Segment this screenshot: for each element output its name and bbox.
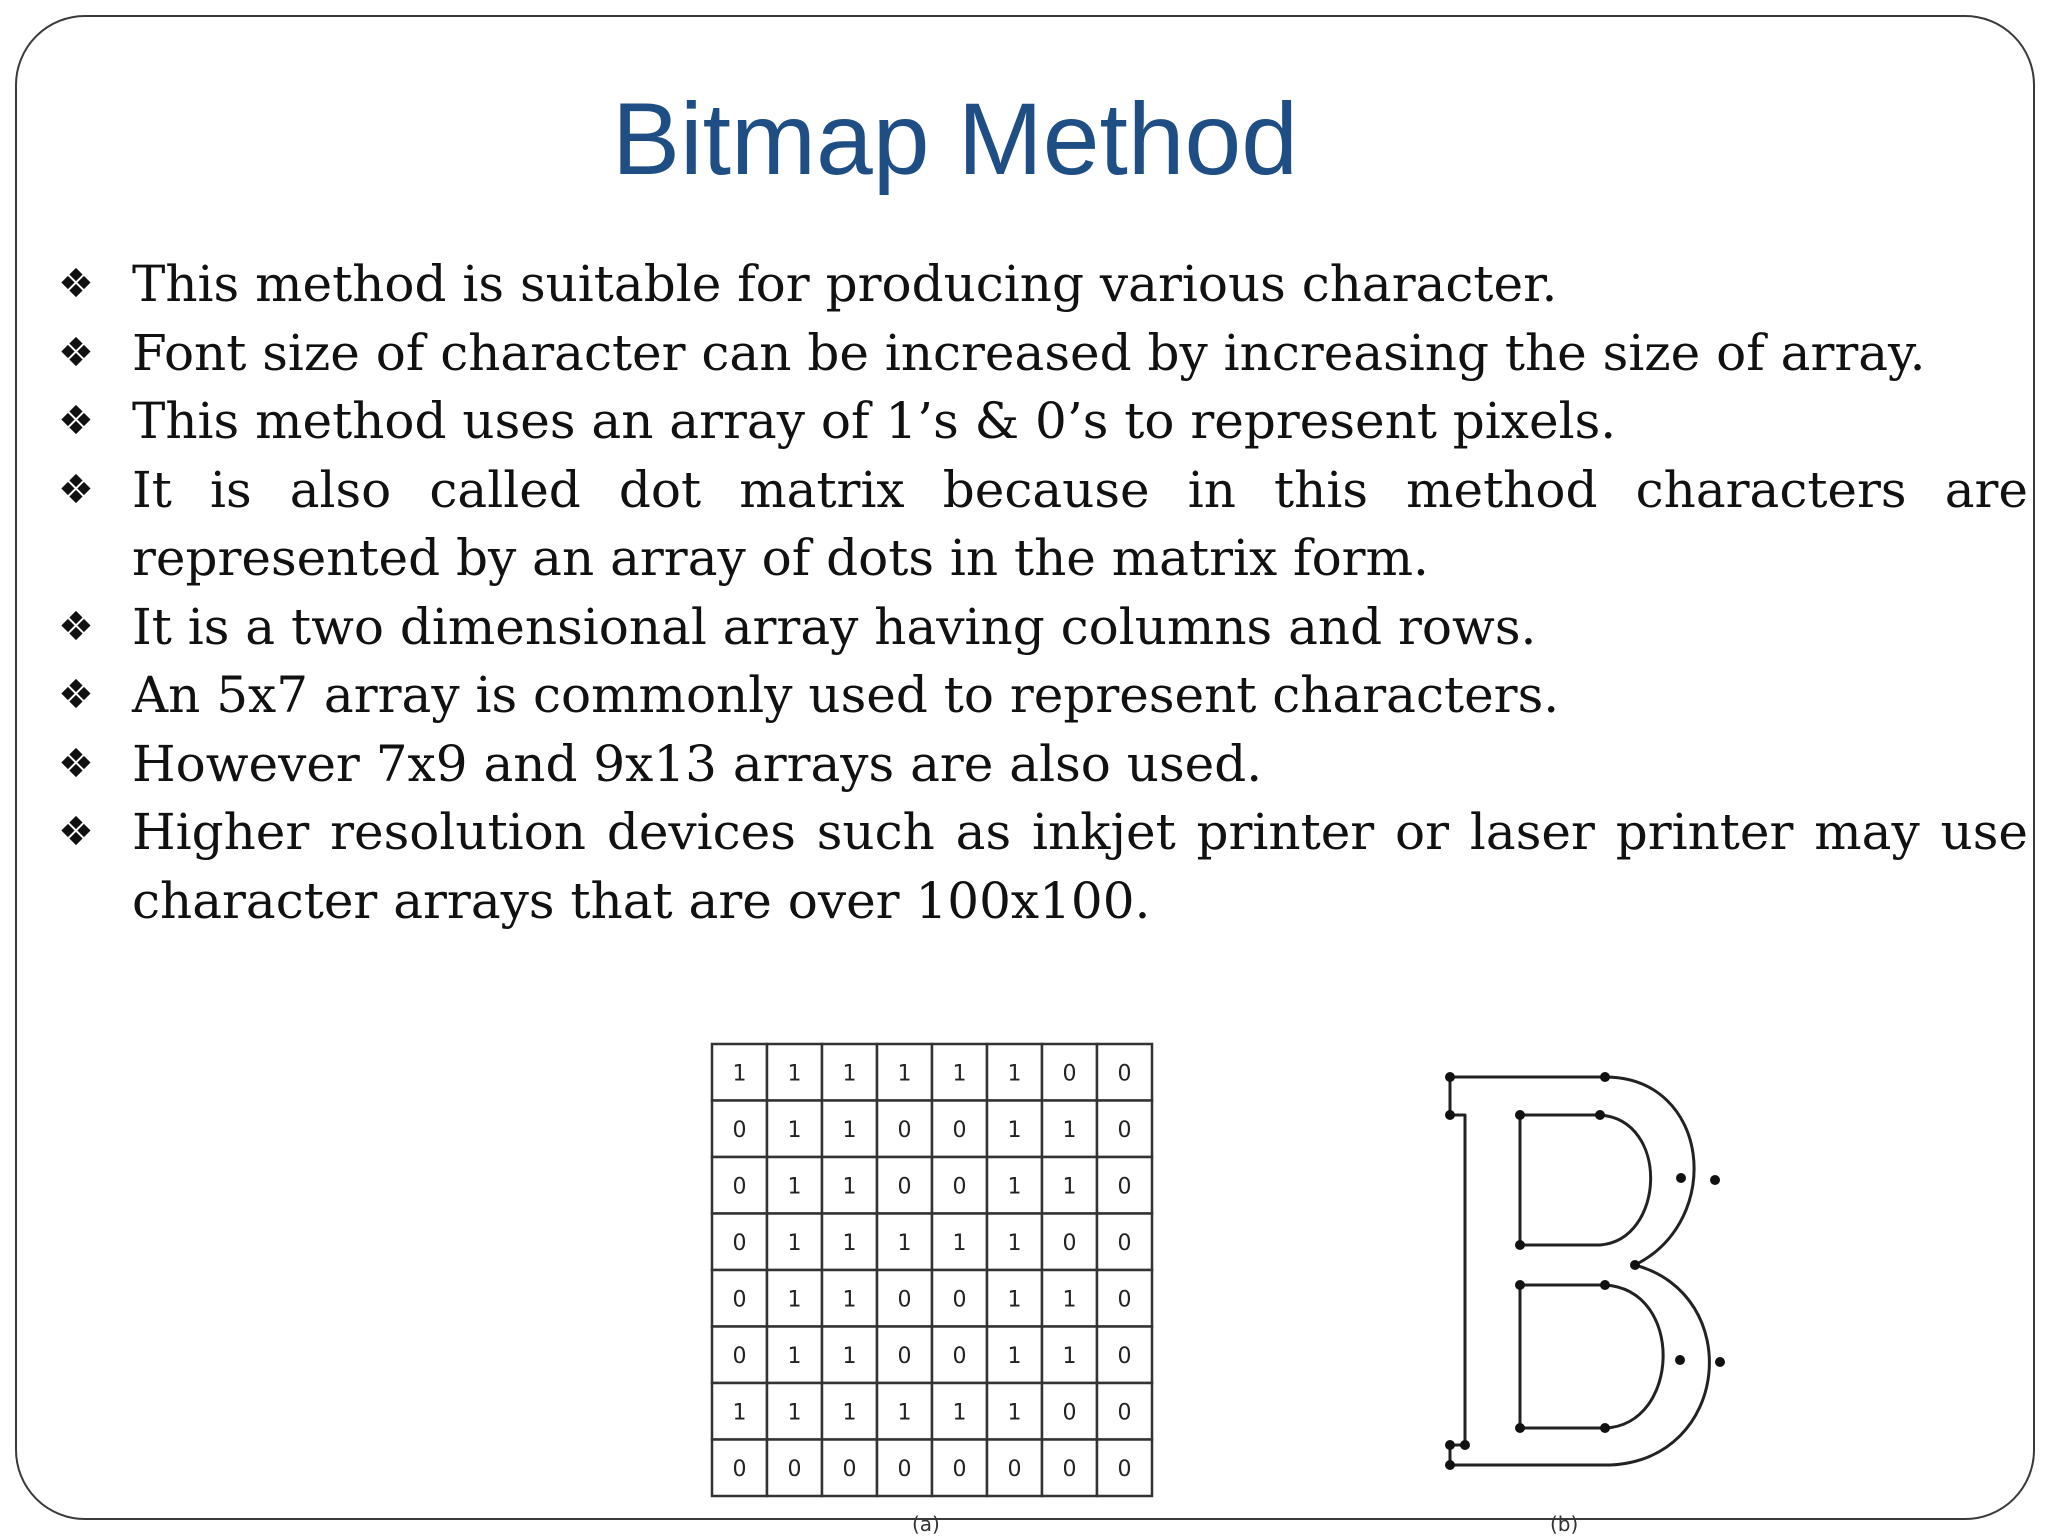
bullet-text: This method is suitable for producing various character. [132, 255, 1558, 313]
grid-cell-value: 1 [787, 1174, 802, 1200]
vertex-dot [1445, 1460, 1455, 1470]
grid-cell-value: 1 [1007, 1117, 1022, 1143]
grid-cell-value: 1 [787, 1117, 802, 1143]
diamond-bullet-icon: ❖ [58, 740, 94, 787]
grid-cell-value: 1 [842, 1061, 857, 1087]
grid-cell-value: 1 [897, 1061, 912, 1087]
diamond-bullet-icon: ❖ [58, 398, 94, 444]
vertex-dot [1600, 1423, 1610, 1433]
bullet-text: Higher resolution devices such as inkjet printer or laser printer may use character arrays that are over 100x100. [132, 803, 2028, 930]
grid-cell-value: 0 [897, 1343, 912, 1369]
vertex-dot [1710, 1175, 1720, 1185]
vertex-dot [1676, 1173, 1686, 1183]
grid-cell-value: 1 [787, 1230, 802, 1256]
grid-cell-value: 0 [787, 1456, 802, 1482]
bitmap-grid-cells [712, 1044, 1152, 1496]
grid-cell-value: 0 [897, 1174, 912, 1200]
grid-cell-value: 0 [732, 1287, 747, 1313]
diamond-bullet-icon: ❖ [58, 672, 94, 718]
bitmap-grid-figure [708, 1040, 1156, 1505]
bullet-text: This method uses an array of 1’s & 0’s to represent pixels. [132, 392, 1617, 450]
vertex-dot [1515, 1423, 1525, 1433]
bullet-text: It is also called dot matrix because in this method characters are represented by an array of dots in the matrix form. [132, 460, 2028, 587]
grid-cell-value: 1 [1007, 1230, 1022, 1256]
diamond-bullet-icon: ❖ [58, 466, 94, 513]
vertex-dot [1445, 1440, 1455, 1450]
vertex-dot [1460, 1440, 1470, 1450]
grid-cell-value: 0 [1117, 1230, 1132, 1256]
vertex-dot [1515, 1280, 1525, 1290]
vertex-dot [1675, 1355, 1685, 1365]
grid-cell-value: 1 [787, 1287, 802, 1313]
bullet-text: However 7x9 and 9x13 arrays are also used. [132, 734, 1263, 793]
grid-cell-value: 1 [1062, 1343, 1077, 1369]
grid-cell-value: 1 [732, 1061, 747, 1087]
vertex-dot [1515, 1240, 1525, 1250]
bullet-item [58, 730, 2028, 799]
grid-cell-value: 0 [952, 1456, 967, 1482]
grid-cell-value: 0 [732, 1456, 747, 1482]
grid-cell-value: 0 [952, 1343, 967, 1369]
grid-cell-value: 0 [1117, 1287, 1132, 1313]
vertex-dot [1445, 1110, 1455, 1120]
grid-cell-value: 1 [1007, 1400, 1022, 1426]
vertex-dot [1600, 1072, 1610, 1082]
letter-b-outer-outline [1450, 1077, 1709, 1465]
diamond-bullet-icon: ❖ [58, 603, 94, 650]
grid-cell-value: 1 [1062, 1117, 1077, 1143]
grid-cell-value: 1 [842, 1400, 857, 1426]
bullet-item [58, 387, 2028, 456]
grid-cell-value: 0 [732, 1230, 747, 1256]
vertex-dot [1630, 1260, 1640, 1270]
grid-cell-value: 1 [952, 1400, 967, 1426]
grid-cell-value: 1 [1007, 1174, 1022, 1200]
grid-cell-value: 0 [1062, 1061, 1077, 1087]
letter-b-upper-counter [1520, 1115, 1651, 1245]
grid-cell-value: 1 [842, 1117, 857, 1143]
grid-cell-value: 0 [1062, 1230, 1077, 1256]
vertex-dot [1715, 1357, 1725, 1367]
grid-cell-value: 1 [897, 1400, 912, 1426]
vertex-dot [1595, 1110, 1605, 1120]
grid-cell-value: 1 [787, 1061, 802, 1087]
figure-b-caption: (b) [1550, 1512, 1579, 1536]
bullet-text: It is a two dimensional array having columns and rows. [132, 597, 1537, 656]
grid-cell-value: 0 [732, 1343, 747, 1369]
bullet-item [58, 661, 2028, 730]
vertex-dot [1515, 1110, 1525, 1120]
bullet-item [58, 456, 2028, 593]
slide-title: Bitmap Method [611, 82, 1298, 196]
grid-cell-value: 0 [897, 1456, 912, 1482]
grid-cell-value: 1 [842, 1287, 857, 1313]
grid-cell-value: 1 [897, 1230, 912, 1256]
grid-cell-value: 1 [842, 1174, 857, 1200]
vertex-dot [1445, 1072, 1455, 1082]
bullet-item [58, 593, 2028, 662]
bullet-item [58, 319, 2028, 388]
vertex-dot [1600, 1280, 1610, 1290]
grid-cell-value: 0 [952, 1117, 967, 1143]
bullet-item [58, 250, 2028, 319]
grid-cell-value: 0 [1117, 1061, 1132, 1087]
grid-cell-value: 1 [787, 1400, 802, 1426]
diamond-bullet-icon: ❖ [58, 329, 94, 376]
bottom-strip [672, 1520, 1877, 1536]
grid-cell-value: 0 [842, 1456, 857, 1482]
grid-cell-value: 0 [732, 1117, 747, 1143]
grid-cell-value: 1 [732, 1400, 747, 1426]
grid-cell-value: 0 [1117, 1117, 1132, 1143]
bullet-text: Font size of character can be increased by increasing the size of array. [132, 323, 1926, 382]
grid-cell-value: 0 [1062, 1456, 1077, 1482]
grid-cell-value: 1 [787, 1343, 802, 1369]
grid-cell-value: 1 [1062, 1174, 1077, 1200]
grid-cell-value: 0 [732, 1174, 747, 1200]
grid-cell-value: 1 [842, 1230, 857, 1256]
diamond-bullet-icon: ❖ [58, 261, 94, 307]
grid-cell-value: 1 [1007, 1061, 1022, 1087]
bullet-text: An 5x7 array is commonly used to represent characters. [132, 666, 1560, 724]
bullet-list [58, 250, 2028, 935]
grid-cell-value: 1 [1007, 1287, 1022, 1313]
grid-cell-value: 0 [1117, 1400, 1132, 1426]
grid-cell-value: 0 [1062, 1400, 1077, 1426]
diamond-bullet-icon: ❖ [58, 809, 94, 855]
letter-b-lower-counter [1520, 1285, 1663, 1428]
grid-cell-value: 1 [952, 1230, 967, 1256]
bullet-item [58, 798, 2028, 935]
grid-cell-value: 0 [897, 1287, 912, 1313]
grid-cell-value: 0 [897, 1117, 912, 1143]
grid-cell-value: 0 [952, 1174, 967, 1200]
grid-cell-value: 0 [1117, 1174, 1132, 1200]
grid-cell-value: 0 [1117, 1456, 1132, 1482]
grid-cell-value: 0 [952, 1287, 967, 1313]
grid-cell-value: 1 [1007, 1343, 1022, 1369]
grid-cell-value: 1 [952, 1061, 967, 1087]
grid-cell-value: 1 [1062, 1287, 1077, 1313]
grid-cell-value: 1 [842, 1343, 857, 1369]
grid-cell-value: 0 [1117, 1343, 1132, 1369]
grid-cell-value: 0 [1007, 1456, 1022, 1482]
figure-a-caption: (a) [912, 1512, 940, 1536]
outline-letter-b-figure [1425, 1060, 1755, 1500]
